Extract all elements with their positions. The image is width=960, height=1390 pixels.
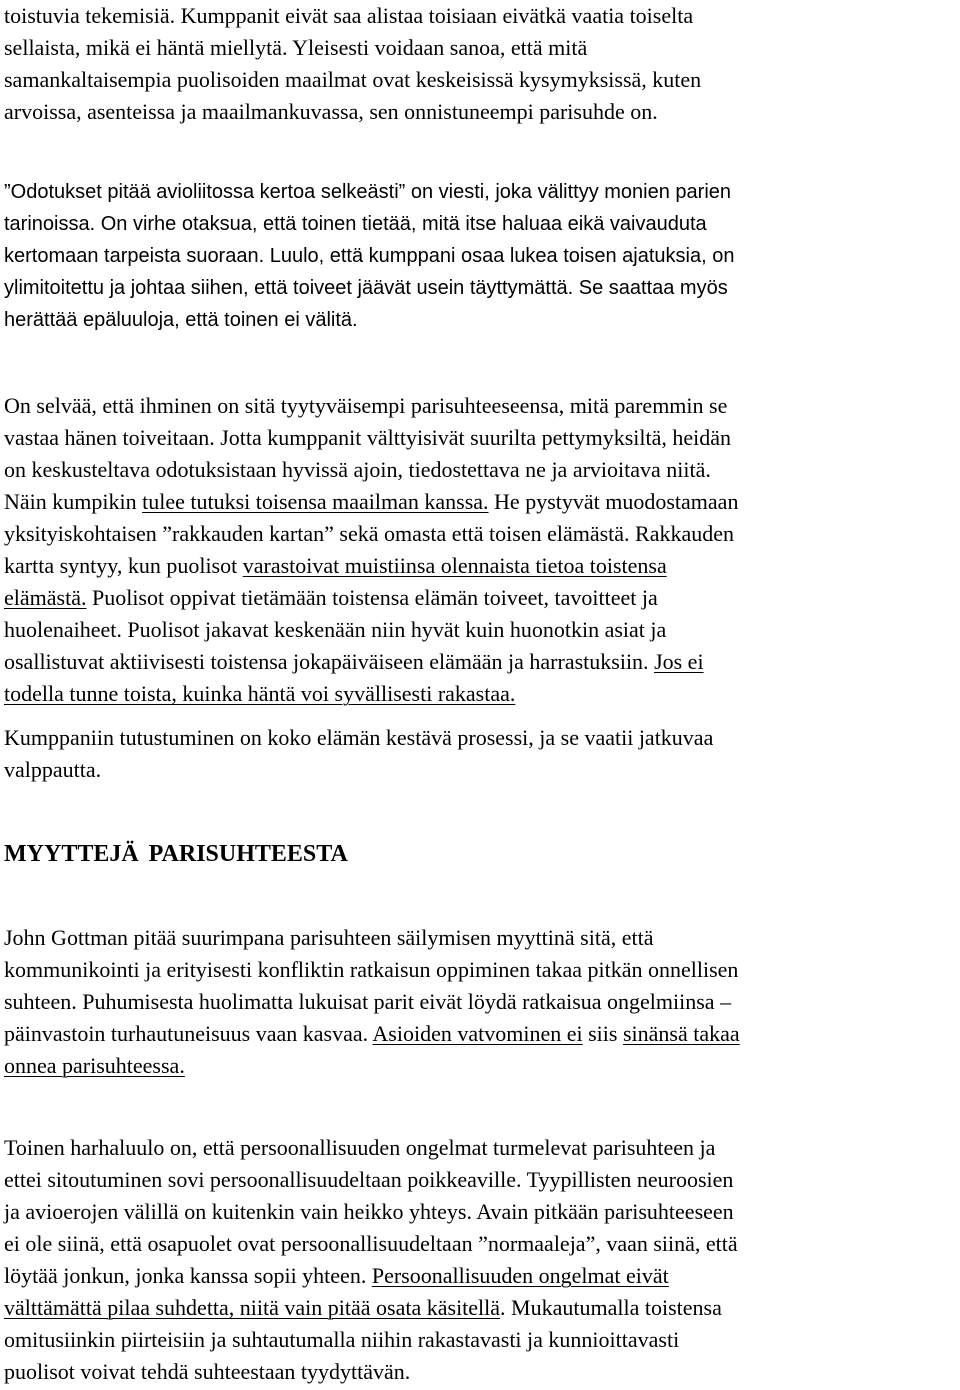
text-line — [4, 1260, 960, 1292]
text-line: samankaltaisempia puolisoiden maailmat ovat keskeisissä kysymyksissä, kuten — [4, 67, 702, 92]
text-run: kartta syntyy, kun puolisot — [4, 553, 243, 578]
paragraph-expectations — [4, 176, 960, 336]
text-line — [4, 486, 960, 518]
text-line: arvoissa, asenteissa ja maailmankuvassa, sen onnistuneempi parisuhde on. — [4, 99, 658, 124]
text-run: päinvastoin turhautuneisuus vaan kasvaa. — [4, 1021, 373, 1046]
paragraph-personality-myth — [4, 1132, 960, 1388]
text-line: kommunikointi ja erityisesti konfliktin ratkaisun oppiminen takaa pitkän onnellisen — [4, 957, 739, 982]
text-line: sellaista, mikä ei häntä miellytä. Yleisesti voidaan sanoa, että mitä — [4, 35, 588, 60]
text-line: kertomaan tarpeista suoraan. Luulo, että kumppani osaa lukea toisen ajatuksia, on — [4, 245, 735, 267]
text-line: ja avioerojen välillä on kuitenkin vain heikko yhteys. Avain pitkään parisuhteeseen — [4, 1199, 734, 1224]
text-line — [4, 646, 960, 678]
text-line: vastaa hänen toiveitaan. Jotta kumppanit välttyisivät suurilta pettymyksiltä, heidän — [4, 425, 732, 450]
underlined-text: sinänsä takaa — [622, 1021, 740, 1046]
paragraph-communication-myth — [4, 922, 960, 1082]
text-line: toistuvia tekemisiä. Kumppanit eivät saa alistaa toisiaan eivätkä vaatia toiselta — [4, 3, 694, 28]
text-line — [4, 550, 960, 582]
underlined-text: elämästä. — [4, 585, 87, 610]
text-line: ei ole siinä, että osapuolet ovat persoonallisuudeltaan ”normaaleja”, vaan siinä, että — [4, 1231, 738, 1256]
text-line: puolisot voivat tehdä suhteestaan tyydyttävän. — [4, 1359, 411, 1384]
text-run: Näin kumpikin — [4, 489, 143, 514]
text-line: valppautta. — [4, 757, 102, 782]
text-line: omitusiinkin piirteisiin ja suhtautumalla niihin rakastavasti ja kunnioittavasti — [4, 1327, 680, 1352]
text-line: huolenaiheet. Puolisot jakavat keskenään niin hyvät kuin huonotkin asiat ja — [4, 617, 667, 642]
underlined-text: Jos ei — [654, 649, 704, 674]
paragraph-lifelong-process — [4, 722, 960, 786]
text-run: . Mukautumalla toistensa — [500, 1295, 722, 1320]
section-heading: MYYTTEJÄ PARISUHTEESTA — [4, 841, 348, 867]
text-line — [4, 1292, 960, 1324]
text-line — [4, 582, 960, 614]
text-line: On selvää, että ihminen on sitä tyytyväisempi parisuhteeseensa, mitä paremmin se — [4, 393, 728, 418]
text-line — [4, 678, 960, 710]
text-run: Puolisot oppivat tietämään toistensa elämän toiveet, tavoitteet ja — [86, 585, 658, 610]
paragraph-love-map — [4, 390, 960, 710]
text-line: ettei sitoutuminen sovi persoonallisuudeltaan poikkeaville. Tyypillisten neuroosien — [4, 1167, 734, 1192]
underlined-text: Asioiden vatvominen ei — [372, 1021, 583, 1046]
paragraph-shared-worlds — [4, 0, 960, 128]
text-line: tarinoissa. On virhe otaksua, että toinen tietää, mitä itse haluaa eikä vaivauduta — [4, 213, 707, 235]
text-line: Kumppaniin tutustuminen on koko elämän kestävä prosessi, ja se vaatii jatkuvaa — [4, 725, 714, 750]
text-line: suhteen. Puhumisesta huolimatta lukuisat parit eivät löydä ratkaisua ongelmiinsa – — [4, 989, 732, 1014]
text-line: ylimitoitettu ja johtaa siihen, että toiveet jäävät usein täyttymättä. Se saattaa myös — [4, 277, 728, 299]
text-run: He pystyvät muodostamaan — [488, 489, 739, 514]
underlined-text: Persoonallisuuden ongelmat eivät — [371, 1263, 669, 1288]
text-line — [4, 1018, 960, 1050]
text-run: siis — [582, 1021, 623, 1046]
text-line — [4, 1050, 960, 1082]
underlined-text: välttämättä pilaa suhdetta, niitä vain pitää osata käsitellä — [4, 1295, 501, 1320]
text-run: osallistuvat aktiivisesti toistensa jokapäiväiseen elämään ja harrastuksiin. — [4, 649, 655, 674]
text-line: ”Odotukset pitää avioliitossa kertoa selkeästi” on viesti, joka välittyy monien parien — [4, 181, 732, 203]
text-line: John Gottman pitää suurimpana parisuhteen säilymisen myyttinä sitä, että — [4, 925, 654, 950]
text-run: löytää jonkun, jonka kanssa sopii yhteen. — [4, 1263, 372, 1288]
underlined-text: varastoivat muistiinsa olennaista tietoa toistensa — [242, 553, 667, 578]
text-line: on keskusteltava odotuksistaan hyvissä ajoin, tiedostettava ne ja arvioitava niitä. — [4, 457, 711, 482]
text-line: yksityiskohtaisen ”rakkauden kartan” sekä omasta että toisen elämästä. Rakkauden — [4, 521, 735, 546]
underlined-text: onnea parisuhteessa. — [4, 1053, 185, 1078]
underlined-text: todella tunne toista, kuinka häntä voi syvällisesti rakastaa. — [4, 681, 516, 706]
text-line: herättää epäluuloja, että toinen ei välitä. — [4, 309, 358, 331]
underlined-text: tulee tutuksi toisensa maailman kanssa. — [142, 489, 489, 514]
text-line: Toinen harhaluulo on, että persoonallisuuden ongelmat turmelevat parisuhteen ja — [4, 1135, 716, 1160]
